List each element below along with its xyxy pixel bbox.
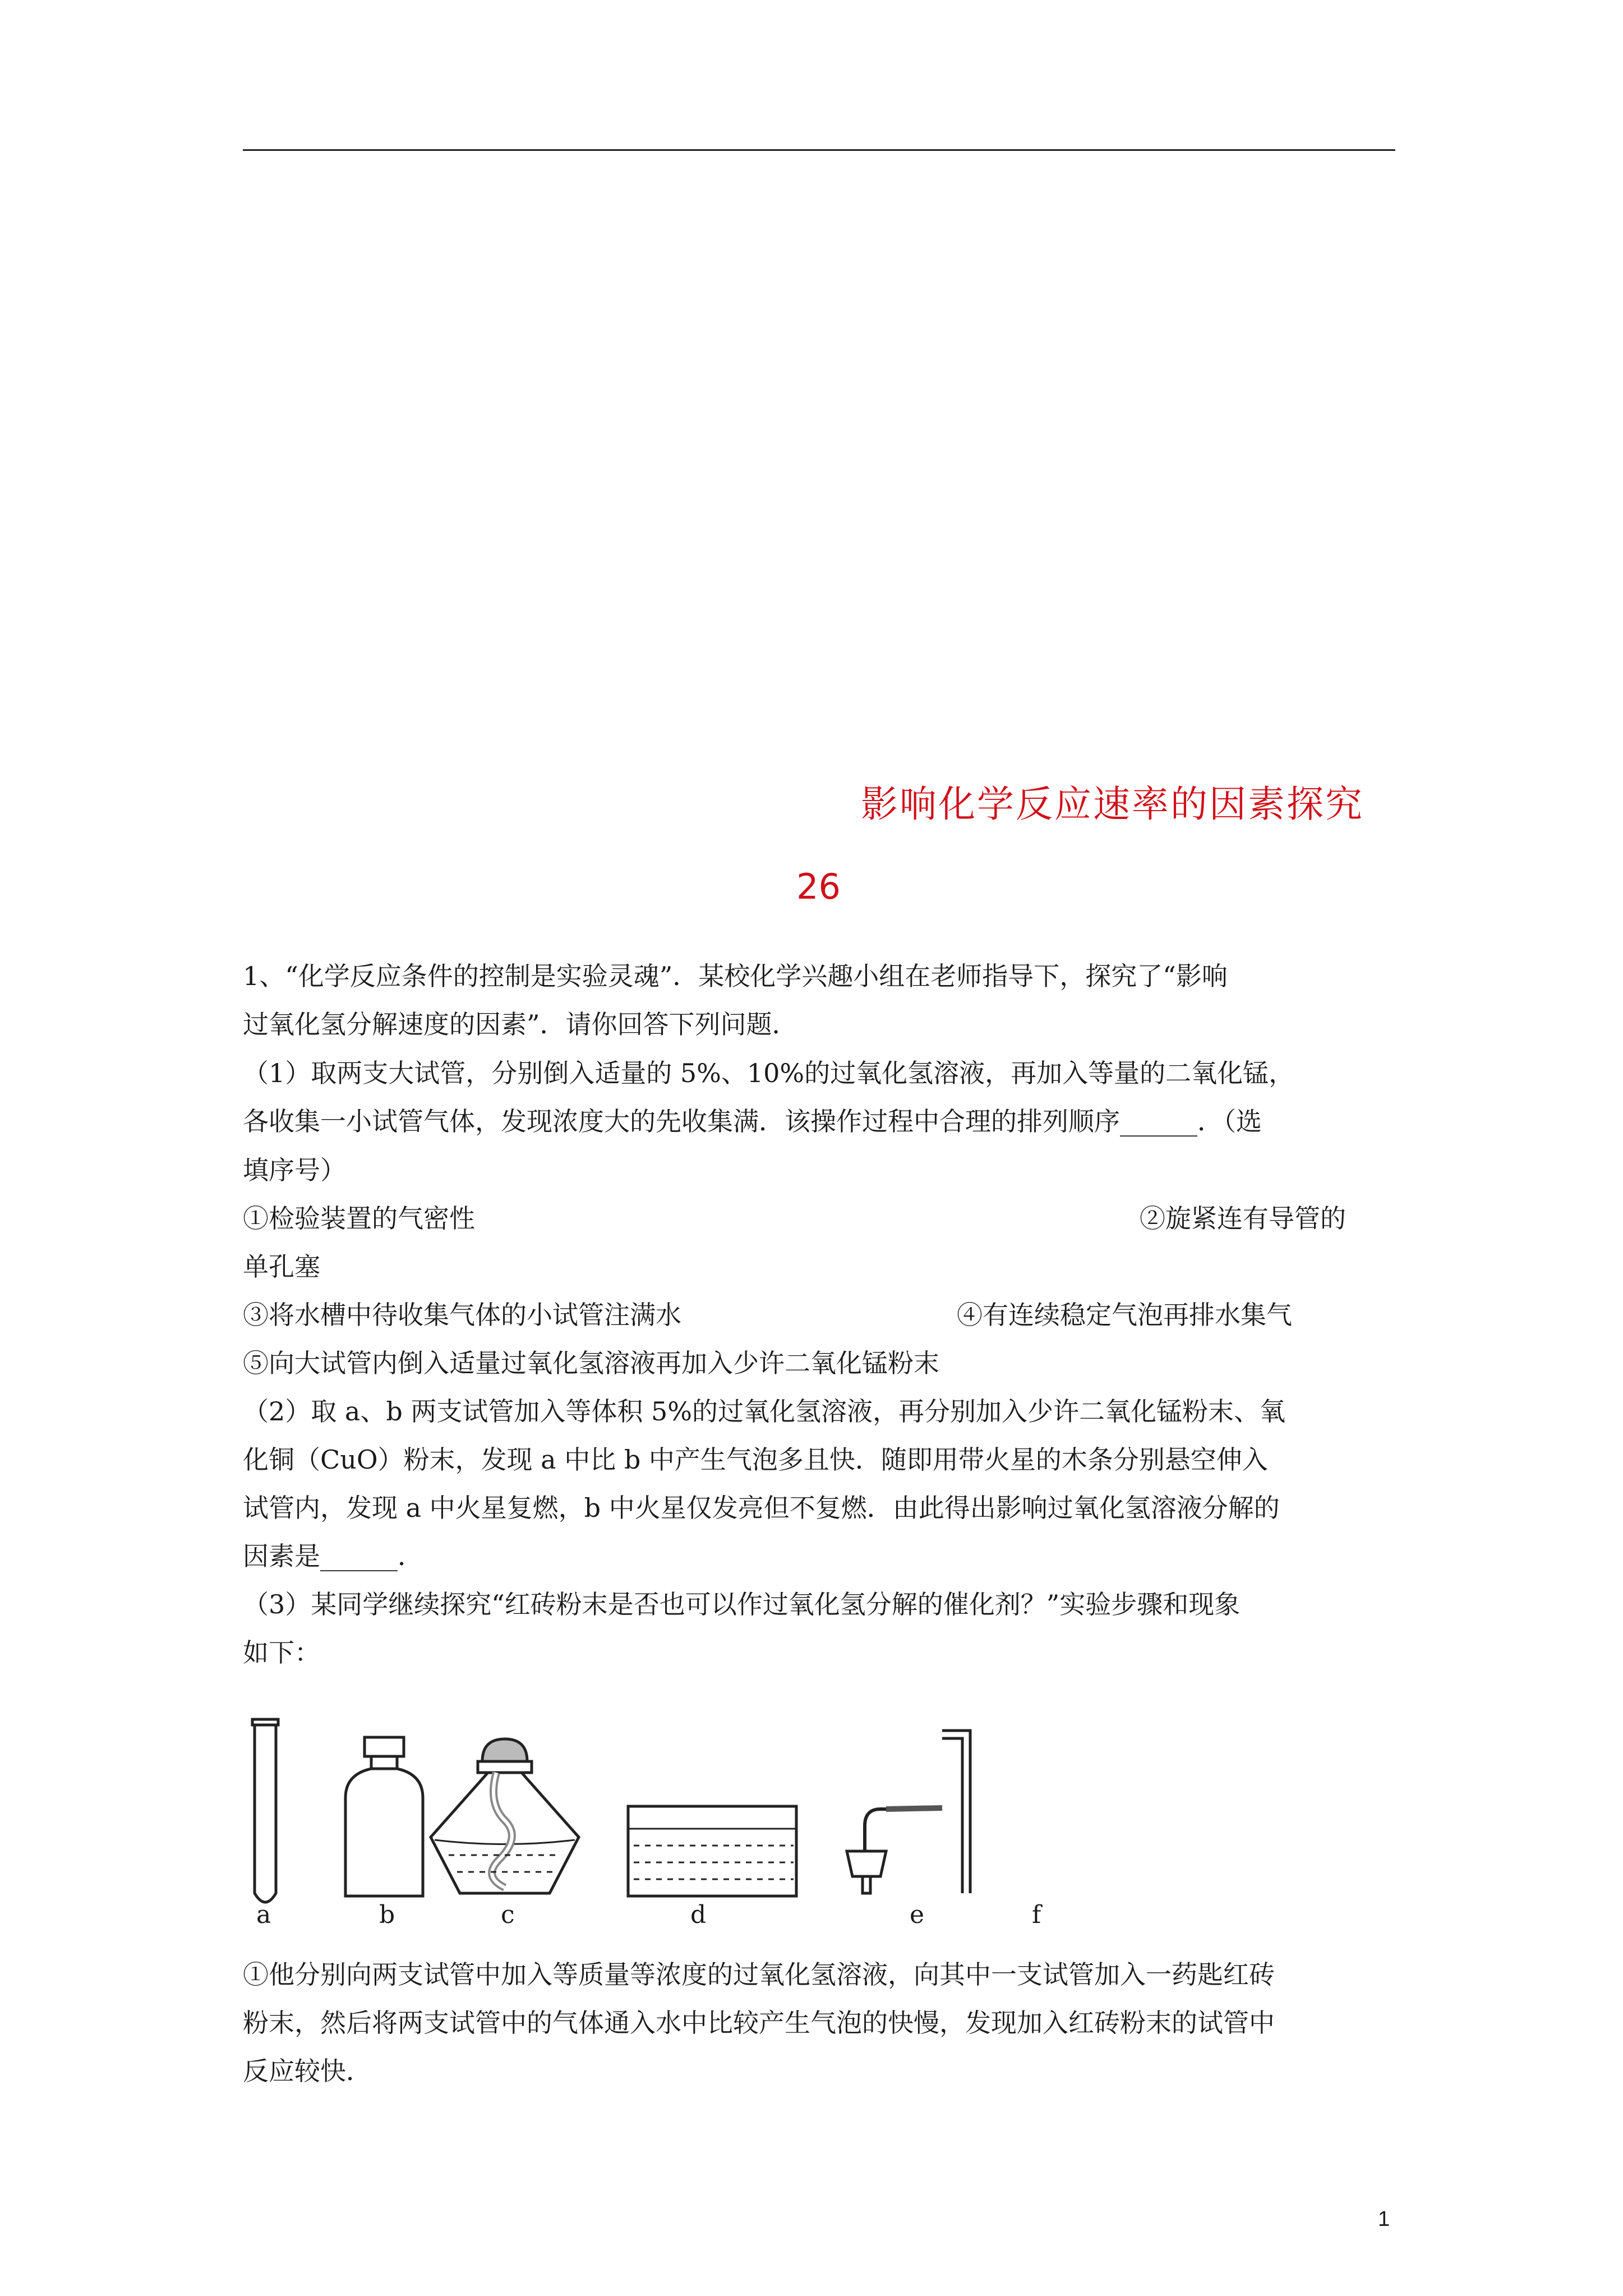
figure-label-a: a — [256, 1901, 271, 1929]
bent-tube-icon — [942, 1731, 970, 1893]
question-intro-line: 1、“化学反应条件的控制是实验灵魂”．某校化学兴趣小组在老师指导下，探究了“影响 — [243, 961, 1228, 991]
option-3: ③将水槽中待收集气体的小试管注满水 — [243, 1300, 681, 1330]
test-tube-icon — [252, 1719, 278, 1902]
question-intro-line: 过氧化氢分解速度的因素”．请你回答下列问题． — [243, 1009, 798, 1039]
option-2: ②旋紧连有导管的 — [1140, 1203, 1346, 1234]
step1-line: 粉末，然后将两支试管中的气体通入水中比较产生气泡的快慢，发现加入红砖粉末的试管中 — [243, 2008, 1275, 2038]
figure-label-d: d — [690, 1901, 707, 1929]
part2-line: 因素是______． — [243, 1541, 423, 1571]
stopper-tube-icon — [847, 1808, 942, 1893]
step1-line: ①他分别向两支试管中加入等质量等浓度的过氧化氢溶液，向其中一支试管加入一药匙红砖 — [243, 1959, 1275, 1990]
water-trough-icon — [628, 1806, 796, 1896]
part2-line: 试管内，发现 a 中火星复燃，b 中火星仅发亮但不复燃．由此得出影响过氧化氢溶液分解的 — [243, 1493, 1280, 1523]
document-title: 影响化学反应速率的因素探究 — [861, 783, 1364, 826]
alcohol-lamp-icon — [431, 1739, 579, 1893]
page-number: 1 — [1378, 2207, 1390, 2231]
part1-line: 各收集一小试管气体，发现浓度大的先收集满．该操作过程中合理的排列顺序______．（选 — [243, 1106, 1262, 1137]
part2-line: 化铜（CuO）粉末，发现 a 中比 b 中产生气泡多且快．随即用带火星的木条分别悬空伸入 — [243, 1444, 1268, 1475]
figure-label-f: f — [1032, 1901, 1041, 1929]
part1-line: （1）取两支大试管，分别倒入适量的 5%、10%的过氧化氢溶液，再加入等量的二氧化锰， — [243, 1058, 1295, 1088]
header-rule — [243, 149, 1395, 151]
figure-label-e: e — [910, 1901, 925, 1929]
figure-label-b: b — [379, 1901, 395, 1929]
figure-label-c: c — [501, 1901, 515, 1929]
option-4: ④有连续稳定气泡再排水集气 — [957, 1300, 1292, 1330]
part2-line: （2）取 a、b 两支试管加入等体积 5%的过氧化氢溶液，再分别加入少许二氧化锰粉末、氧 — [243, 1396, 1285, 1427]
document-title-number: 26 — [796, 866, 841, 907]
part1-line: 填序号） — [243, 1155, 346, 1185]
step1-line: 反应较快． — [243, 2056, 372, 2086]
option-5: ⑤向大试管内倒入适量过氧化氢溶液再加入少许二氧化锰粉末 — [243, 1348, 939, 1378]
part3-line: （3）某同学继续探究“红砖粉末是否也可以作过氧化氢分解的催化剂？”实验步骤和现象 — [243, 1589, 1241, 1619]
apparatus-figure — [241, 1708, 1082, 1944]
option-2-cont: 单孔塞 — [243, 1251, 320, 1282]
part3-line: 如下： — [243, 1637, 320, 1668]
option-1: ①检验装置的气密性 — [243, 1203, 475, 1234]
gas-bottle-icon — [345, 1737, 423, 1896]
